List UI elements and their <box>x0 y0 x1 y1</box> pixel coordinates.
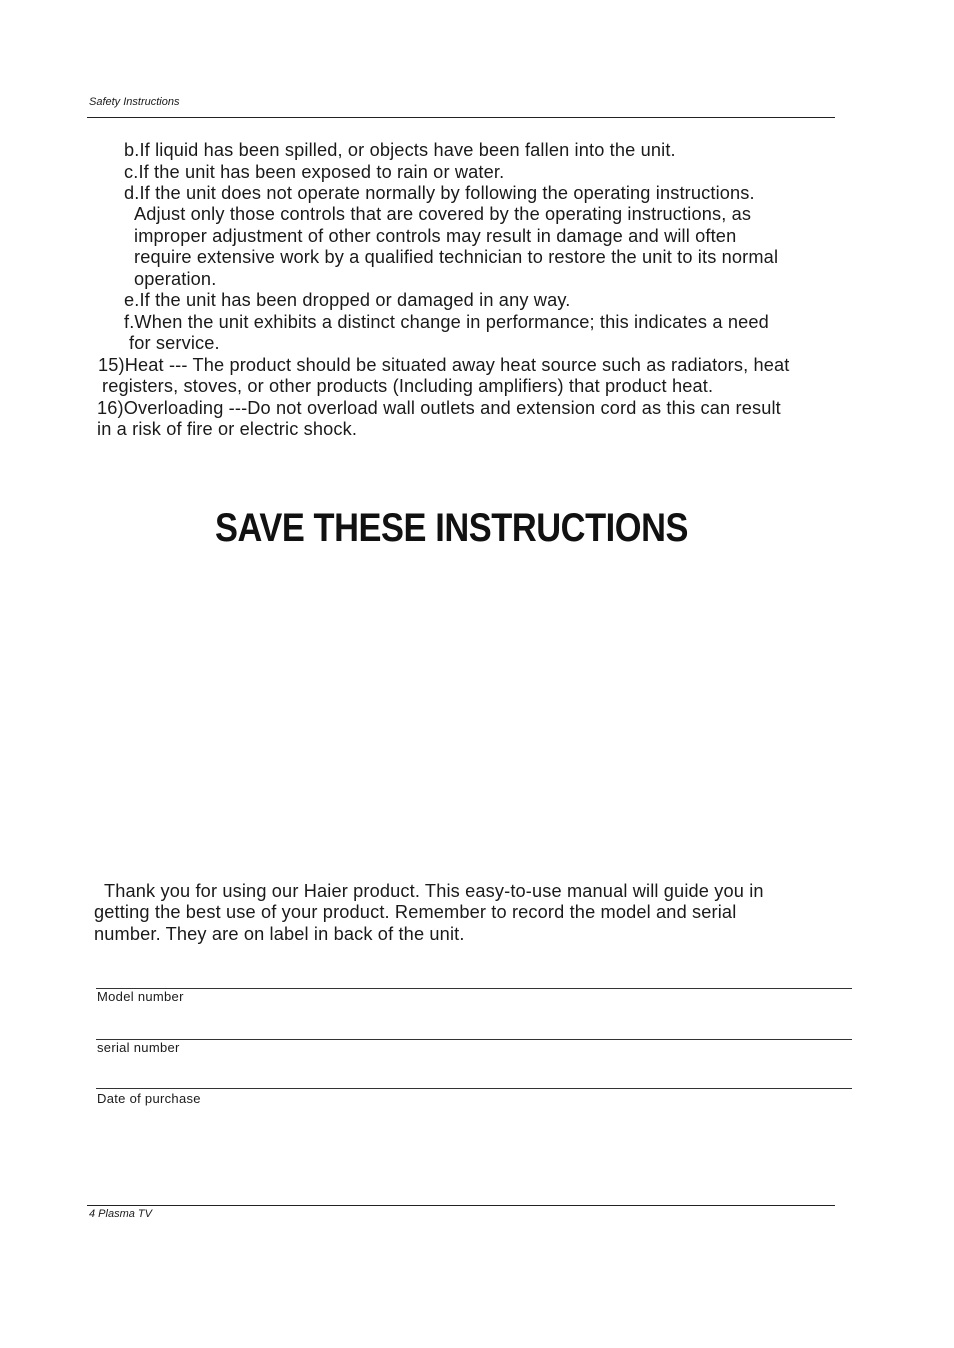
date-of-purchase-line[interactable] <box>96 1088 852 1089</box>
item-16-line1: 16)Overloading ---Do not overload wall outlets and extension cord as this can result <box>97 398 781 418</box>
safety-item-c: c.If the unit has been exposed to rain or water. <box>124 162 505 182</box>
item-16-line2: in a risk of fire or electric shock. <box>97 419 358 439</box>
model-number-line[interactable] <box>96 988 852 989</box>
thank-you-line3: number. They are on label in back of the unit. <box>94 924 465 944</box>
thank-you-line1: Thank you for using our Haier product. This easy-to-use manual will guide you in <box>104 881 764 901</box>
header-section-title: Safety Instructions <box>89 96 180 108</box>
serial-number-line[interactable] <box>96 1039 852 1040</box>
date-of-purchase-label: Date of purchase <box>97 1091 201 1106</box>
safety-item-d-line4: require extensive work by a qualified technician to restore the unit to its normal <box>134 247 779 267</box>
safety-item-e: e.If the unit has been dropped or damaged in any way. <box>124 290 571 310</box>
model-number-label: Model number <box>97 989 184 1004</box>
safety-item-b: b.If liquid has been spilled, or objects have been fallen into the unit. <box>124 140 676 160</box>
safety-item-d-line3: improper adjustment of other controls may result in damage and will often <box>134 226 737 246</box>
footer-page-label: 4 Plasma TV <box>89 1208 152 1220</box>
safety-item-d-line1: d.If the unit does not operate normally by following the operating instructions. <box>124 183 755 203</box>
safety-item-d-line5: operation. <box>134 269 217 289</box>
footer-divider <box>87 1205 835 1206</box>
safety-item-f-line2: for service. <box>129 333 220 353</box>
thank-you-line2: getting the best use of your product. Remember to record the model and serial <box>94 902 737 922</box>
serial-number-label: serial number <box>97 1040 180 1055</box>
safety-item-d-line2: Adjust only those controls that are covered by the operating instructions, as <box>134 204 752 224</box>
page-title: SAVE THESE INSTRUCTIONS <box>215 506 689 550</box>
safety-item-f-line1: f.When the unit exhibits a distinct change in performance; this indicates a need <box>124 312 769 332</box>
header-divider <box>87 117 835 118</box>
item-15-line1: 15)Heat --- The product should be situated away heat source such as radiators, heat <box>98 355 790 375</box>
item-15-line2: registers, stoves, or other products (Including amplifiers) that product heat. <box>102 376 714 396</box>
